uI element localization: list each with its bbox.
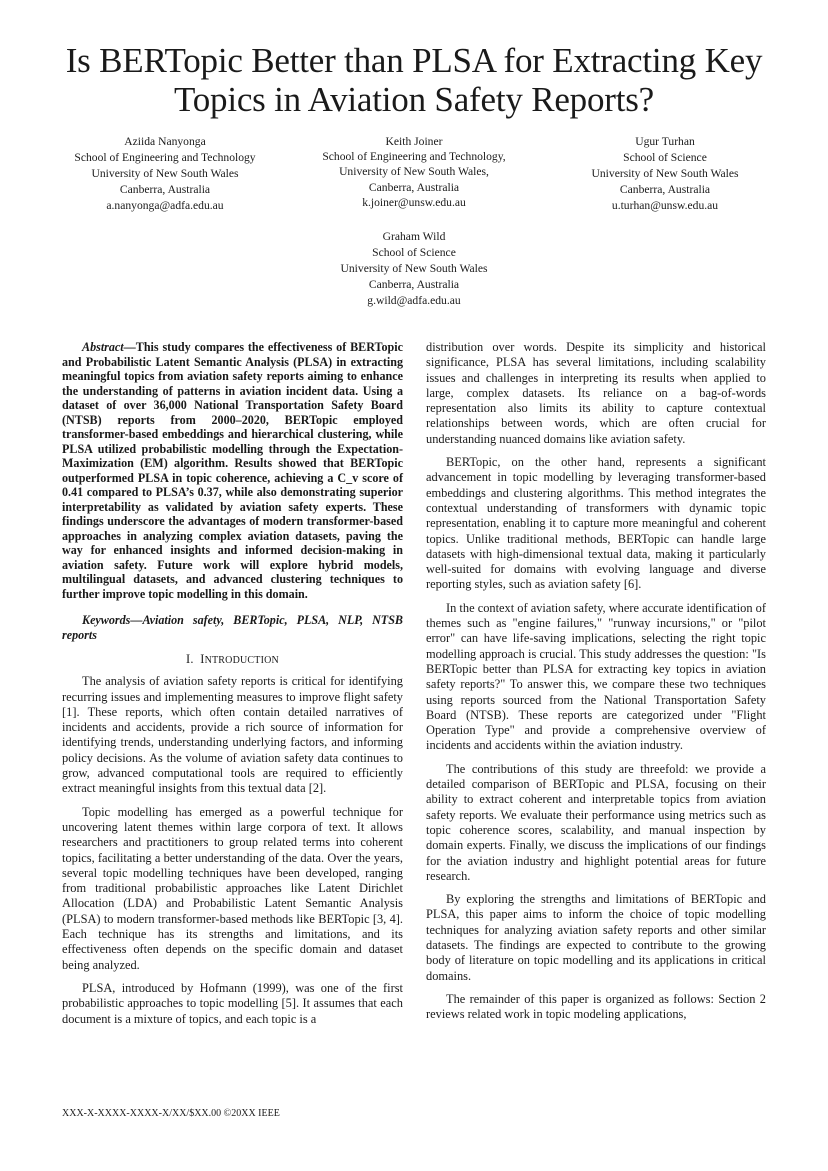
author-university: University of New South Wales	[591, 167, 739, 180]
paragraph: Topic modelling has emerged as a powerful technique for uncovering latent themes within large corpora of text. It allows researchers and practitioners to group related terms into coherent topics, facilitating a better understanding of the data. Over the years, several topic modelling techniques have been developed, ranging from traditional probabilistic approaches like Latent Dirichlet Allocation (LDA) and Probabilistic Latent Semantic Analysis (PLSA) to modern transformer-based methods like BERTopic [3, 4]. Each technique has its strengths and limitations, and its effectiveness often depends on the specific domain and dataset being analyzed.	[62, 804, 403, 972]
abstract-text: This study compares the effectiveness of BERTopic and Probabilistic Latent Semantic Analysis (PLSA) in extracting meaningful topics from aviation safety reports aiming to enhance the understanding of patterns in aviation incident data. Using a dataset of over 36,000 National Transportation Safety Board (NTSB) reports from 2000–2020, BERTopic employed transformer-based embeddings and hierarchical clustering, while PLSA utilized probabilistic modelling through the Expectation-Maximization (EM) algorithm. Results showed that BERTopic outperformed PLSA in topic coherence, achieving a C_v score of 0.41 compared to PLSA’s 0.37, while also demonstrating superior interpretability as validated by aviation safety experts. These findings underscore the advantages of modern transformer-based approaches in analyzing complex aviation datasets, paving the way for enhanced insights and informed decision-making in aviation safety. Future work will explore hybrid models, multilingual datasets, and advanced clustering techniques to further improve topic modelling in this domain.	[62, 340, 403, 601]
author-department: School of Engineering and Technology,	[322, 150, 506, 164]
author-email: a.nanyonga@adfa.edu.au	[106, 199, 224, 212]
paragraph: distribution over words. Despite its simplicity and historical significance, PLSA has several limitations, including scalability issues and challenges in interpreting its results when applied to large, complex datasets. Its reliance on a bag-of-words representation also limits its ability to capture contextual relationships between words, which are often crucial for understanding nuanced domains like aviation safety.	[426, 340, 766, 446]
abstract	[62, 340, 403, 601]
author-name: Aziida Nanyonga	[124, 135, 206, 148]
section-heading	[62, 652, 403, 668]
left-column	[62, 340, 403, 1035]
author-university: University of New South Wales,	[339, 165, 489, 179]
author-name: Graham Wild	[382, 230, 446, 243]
author-block	[50, 134, 280, 214]
paragraph: The contributions of this study are threefold: we provide a detailed comparison of BERTopic and PLSA, focusing on their ability to extract coherent and interpretable topics from aviation safety reports. We evaluate their performance using metrics such as topic coherence scores, scalability, and manual inspection by domain experts. Finally, we discuss the implications of our findings for the aviation industry and highlight potential areas for future research.	[426, 761, 766, 883]
keywords: Keywords—Aviation safety, BERTopic, PLSA, NLP, NTSB reports	[62, 613, 403, 642]
author-name: Ugur Turhan	[635, 135, 695, 148]
abstract-lead: Abstract	[82, 340, 124, 354]
author-university: University of New South Wales	[91, 167, 239, 180]
paragraph: The remainder of this paper is organized as follows: Section 2 reviews related work in topic modeling applications,	[426, 991, 766, 1022]
section-number: I.	[186, 652, 194, 666]
author-location: Canberra, Australia	[119, 183, 211, 196]
section-title-rest: NTRODUCTION	[204, 655, 279, 666]
section-title-initial: I	[200, 652, 205, 666]
abstract-dash: —	[123, 340, 136, 354]
author-university: University of New South Wales	[340, 262, 488, 275]
author-block	[299, 229, 529, 309]
author-email: k.joiner@unsw.edu.au	[362, 195, 466, 209]
author-location: Canberra, Australia	[619, 183, 711, 196]
paragraph: BERTopic, on the other hand, represents a significant advancement in topic modelling by leveraging transformer-based embeddings and clustering algorithms. This method integrates the contextual understanding of transformers with dynamic topic representation, enabling it to capture more meaningful and coherent topics. Unlike traditional methods, BERTopic can handle large datasets with high-dimensional textual data, making it particularly well-suited for domains with evolving language and diverse reporting styles, such as aviation safety [6].	[426, 455, 766, 592]
author-location: Canberra, Australia	[368, 180, 460, 194]
paragraph: By exploring the strengths and limitations of BERTopic and PLSA, this paper aims to inform the choice of topic modelling techniques for analyzing aviation safety reports and other similar datasets. The findings are expected to contribute to the growing body of literature on topic modelling and its applications in critical domains.	[426, 892, 766, 983]
author-name: Keith Joiner	[385, 135, 443, 148]
author-block	[300, 134, 528, 210]
author-block	[550, 134, 780, 214]
paragraph: In the context of aviation safety, where accurate identification of themes such as "engine failures," "runway incursions," or "pilot error" can have life-saving implications, selecting the right topic modelling approach is crucial. This study addresses the question: "Is BERTopic better than PLSA for extracting key topics in aviation safety reports?" To answer this, we compare these two techniques using reports sourced from the National Transportation Safety Board (NTSB). These reports are categorized under "Flight Operation Type" and provide a comprehensive overview of incidents and accidents within the aviation industry.	[426, 600, 766, 753]
right-column	[426, 340, 766, 1030]
paragraph: The analysis of aviation safety reports is critical for identifying recurring issues and implementing measures to improve flight safety [1]. These reports, which often contain detailed narratives of incidents and accidents, provide a rich source of information for identifying trends, understanding underlying factors, and informing policy decisions. As the volume of aviation safety data continues to grow, advanced computational tools are required to efficiently extract meaningful insights from this textual data [2].	[62, 674, 403, 796]
author-department: School of Science	[623, 151, 707, 164]
author-email: g.wild@adfa.edu.au	[367, 294, 461, 307]
author-location: Canberra, Australia	[368, 278, 460, 291]
paragraph: PLSA, introduced by Hofmann (1999), was one of the first probabilistic approaches to topic modelling [5]. It assumes that each document is a mixture of topics, and each topic is a	[62, 980, 403, 1026]
author-department: School of Engineering and Technology	[74, 151, 256, 164]
copyright-footer: XXX-X-XXXX-XXXX-X/XX/$XX.00 ©20XX IEEE	[62, 1108, 280, 1119]
author-department: School of Science	[372, 246, 456, 259]
author-email: u.turhan@unsw.edu.au	[611, 199, 719, 212]
paper-title: Is BERTopic Better than PLSA for Extracting Key Topics in Aviation Safety Reports?	[65, 41, 763, 119]
